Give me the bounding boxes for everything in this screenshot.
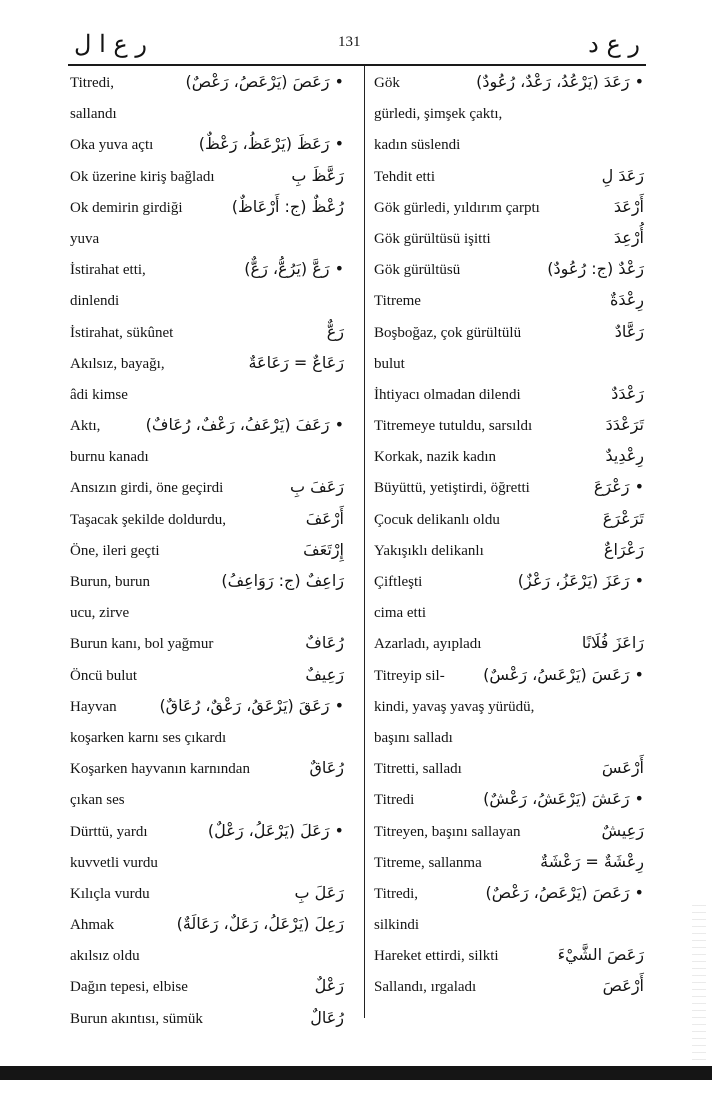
turkish-meaning: Dürttü, yardı <box>70 823 148 840</box>
dictionary-entry <box>374 910 646 941</box>
header-rule <box>68 64 646 66</box>
turkish-meaning: Dağın tepesi, elbise <box>70 979 188 996</box>
turkish-meaning: kindi, yavaş yavaş yürüdü, <box>374 698 535 715</box>
scan-bottom-band <box>0 1066 712 1080</box>
dictionary-entry <box>70 754 346 785</box>
dictionary-entry <box>374 162 646 193</box>
dictionary-entry <box>70 785 346 816</box>
arabic-headword: • رَعَّ (يَرُعُّ، رَعٌّ) <box>244 259 344 279</box>
dictionary-entry <box>70 692 346 723</box>
turkish-meaning: Titreme, sallanma <box>374 854 482 871</box>
turkish-meaning: akılsız oldu <box>70 948 140 965</box>
dictionary-entry <box>374 972 646 1003</box>
turkish-meaning: Gök gürültüsü işitti <box>374 230 491 247</box>
turkish-meaning: Burun akıntısı, sümük <box>70 1010 203 1027</box>
turkish-meaning: Akılsız, bayağı, <box>70 355 165 372</box>
turkish-meaning: Titreme <box>374 293 421 310</box>
arabic-headword: رَعَّظَ بِ <box>291 165 344 185</box>
turkish-meaning: Titredi, <box>70 75 115 91</box>
turkish-meaning: Titremeye tutuldu, sarsıldı <box>374 418 533 435</box>
dictionary-entry <box>70 255 346 286</box>
turkish-meaning: Gök <box>374 75 400 91</box>
arabic-headword: أَرْعَفَ <box>305 508 344 528</box>
arabic-headword: • رَعَشَ (يَرْعَشُ، رَعْشٌ) <box>483 789 644 809</box>
dictionary-entry <box>70 567 346 598</box>
turkish-meaning: ucu, zirve <box>70 605 130 622</box>
turkish-meaning: kuvvetli vurdu <box>70 854 158 871</box>
dictionary-entry <box>70 505 346 536</box>
dictionary-entry <box>374 567 646 598</box>
dictionary-entry <box>70 817 346 848</box>
turkish-meaning: sallandı <box>70 106 117 123</box>
turkish-meaning: Titreyen, başını sallayan <box>374 823 521 840</box>
arabic-headword: رَعٌّ <box>326 321 344 341</box>
dictionary-entry <box>70 99 346 130</box>
dictionary-entry <box>70 411 346 442</box>
arabic-headword: رَعَاعٌ = رَعَاعَةٌ <box>248 352 344 372</box>
dictionary-entry <box>70 723 346 754</box>
dictionary-entry <box>70 162 346 193</box>
dictionary-entry <box>374 661 646 692</box>
turkish-meaning: Taşacak şekilde doldurdu, <box>70 511 226 528</box>
page-header <box>0 24 712 64</box>
arabic-headword: رَعَدَ لِ <box>601 165 644 185</box>
dictionary-entry <box>374 411 646 442</box>
turkish-meaning: Öne, ileri geçti <box>70 542 160 559</box>
turkish-meaning: başını salladı <box>374 729 453 746</box>
arabic-headword: أَرْعَسَ <box>601 758 644 778</box>
turkish-meaning: Titretti, salladı <box>374 761 462 778</box>
turkish-meaning: Gök gürledi, yıldırım çarptı <box>374 199 540 216</box>
dictionary-entry <box>374 629 646 660</box>
dictionary-entry <box>374 754 646 785</box>
arabic-headword: رِعْدِيدٌ <box>605 446 644 466</box>
turkish-meaning: burnu kanadı <box>70 449 149 466</box>
dictionary-entry <box>374 598 646 629</box>
scan-noise <box>692 900 706 1060</box>
turkish-meaning: Burun kanı, bol yağmur <box>70 636 214 653</box>
dictionary-entry <box>70 318 346 349</box>
arabic-headword: أُرْعِدَ <box>613 227 644 247</box>
dictionary-entry <box>374 380 646 411</box>
dictionary-entry <box>70 193 346 224</box>
dictionary-entry <box>70 910 346 941</box>
turkish-meaning: Hayvan <box>70 698 117 715</box>
arabic-headword: تَرَعْرَعَ <box>602 508 644 528</box>
turkish-meaning: Ok demirin girdiği <box>70 199 183 216</box>
arabic-headword: • رَعَلَ (يَرْعَلُ، رَعْلٌ) <box>207 820 344 840</box>
header-right-letters: ر ع د <box>588 30 640 58</box>
dictionary-entry <box>70 848 346 879</box>
arabic-headword: رِعْشَةٌ = رَعْشَةٌ <box>540 851 644 871</box>
arabic-headword: • رَعَصَ (يَرْعَصُ، رَعْصٌ) <box>485 882 644 902</box>
dictionary-entry <box>374 785 646 816</box>
dictionary-entry <box>70 473 346 504</box>
arabic-headword: رَاعِفٌ (ج: رَوَاعِفُ) <box>221 571 344 590</box>
turkish-meaning: Ansızın girdi, öne geçirdi <box>70 480 224 497</box>
arabic-headword: رَعِلَ (يَرْعَلُ، رَعَلٌ، رَعَالَةٌ) <box>176 914 344 934</box>
turkish-meaning: Koşarken hayvanın karnından <box>70 761 250 778</box>
turkish-meaning: Çiftleşti <box>374 574 423 590</box>
turkish-meaning: Sallandı, ırgaladı <box>374 979 477 996</box>
turkish-meaning: silkindi <box>374 917 420 934</box>
arabic-headword: رُعَاقٌ <box>309 758 344 778</box>
turkish-meaning: Hareket ettirdi, silkti <box>374 948 499 965</box>
turkish-meaning: koşarken karnı ses çıkardı <box>70 729 227 746</box>
arabic-headword: رِعْدَةٌ <box>609 290 644 310</box>
arabic-headword: تَرَعْدَدَ <box>605 415 644 435</box>
dictionary-entry <box>70 68 346 99</box>
dictionary-entry <box>374 817 646 848</box>
dictionary-entry <box>70 536 346 567</box>
dictionary-entry <box>70 130 346 161</box>
turkish-meaning: Kılıçla vurdu <box>70 885 150 902</box>
turkish-meaning: İhtiyacı olmadan dilendi <box>374 386 521 403</box>
arabic-headword: رَعَصَ الشَّيْءَ <box>557 945 644 965</box>
turkish-meaning: Oka yuva açtı <box>70 137 154 154</box>
arabic-headword: رَعْدَدٌ <box>611 383 644 403</box>
dictionary-entry <box>70 941 346 972</box>
turkish-meaning: âdi kimse <box>70 386 128 403</box>
arabic-headword: • رَعَظَ (يَرْعَظُ، رَعْظٌ) <box>198 134 344 154</box>
dictionary-entry <box>70 380 346 411</box>
dictionary-entry <box>70 224 346 255</box>
header-left-letters: ر ع ا ل <box>74 30 147 58</box>
arabic-headword: رَعَلَ بِ <box>294 882 344 902</box>
turkish-meaning: İstirahat etti, <box>70 262 146 279</box>
turkish-meaning: Titreyip sil- <box>374 667 445 684</box>
dictionary-entry <box>374 536 646 567</box>
arabic-headword: • رَعَقَ (يَرْعَقُ، رَعْقٌ، رُعَاقٌ) <box>159 695 344 715</box>
dictionary-entry <box>374 68 646 99</box>
dictionary-entry <box>374 193 646 224</box>
arabic-headword: أَرْعَصَ <box>602 976 644 996</box>
turkish-meaning: bulut <box>374 355 405 372</box>
dictionary-entry <box>374 723 646 754</box>
arabic-headword: • رَعْرَعَ <box>593 477 644 497</box>
turkish-meaning: çıkan ses <box>70 792 125 809</box>
turkish-meaning: Çocuk delikanlı oldu <box>374 511 500 528</box>
arabic-headword: • رَعَسَ (يَرْعَسُ، رَعْسٌ) <box>483 664 644 684</box>
turkish-meaning: Büyüttü, yetiştirdi, öğretti <box>374 480 530 497</box>
dictionary-entry <box>374 99 646 130</box>
dictionary-entry <box>70 629 346 660</box>
dictionary-entry <box>374 848 646 879</box>
arabic-headword: رَعْلٌ <box>314 976 344 996</box>
arabic-headword: رُعَالٌ <box>310 1007 344 1027</box>
dictionary-entry <box>374 255 646 286</box>
turkish-meaning: Azarladı, ayıpladı <box>374 636 482 653</box>
left-column <box>70 68 346 1035</box>
dictionary-entry <box>70 972 346 1003</box>
arabic-headword: رَعْدٌ (ج: رُعُودٌ) <box>547 259 644 279</box>
turkish-meaning: Aktı, <box>70 418 101 435</box>
dictionary-entry <box>374 473 646 504</box>
dictionary-entry <box>374 505 646 536</box>
dictionary-entry <box>70 598 346 629</box>
column-divider <box>364 66 365 1018</box>
dictionary-entry <box>70 286 346 317</box>
turkish-meaning: Gök gürültüsü <box>374 262 461 279</box>
arabic-headword: رُعْظٌ (ج: أَرْعَاظٌ) <box>231 196 344 216</box>
arabic-headword: • رَعَزَ (يَرْعَزُ، رَعْزٌ) <box>517 571 644 590</box>
dictionary-entry <box>374 692 646 723</box>
dictionary-entry <box>70 1004 346 1035</box>
dictionary-entry <box>70 442 346 473</box>
arabic-headword: رَعِيفٌ <box>305 664 344 684</box>
turkish-meaning: Boşboğaz, çok gürültülü <box>374 324 522 341</box>
turkish-meaning: Titredi <box>374 792 415 809</box>
turkish-meaning: Ok üzerine kiriş bağladı <box>70 168 215 185</box>
dictionary-entry <box>374 879 646 910</box>
turkish-meaning: Korkak, nazik kadın <box>374 449 497 466</box>
arabic-headword: رَعَّادٌ <box>614 321 644 341</box>
turkish-meaning: gürledi, şimşek çaktı, <box>374 106 503 123</box>
dictionary-entry <box>70 879 346 910</box>
page-number: 131 <box>338 34 361 50</box>
arabic-headword: إِرْتَعَفَ <box>303 539 344 559</box>
turkish-meaning: Tehdit etti <box>374 168 436 185</box>
turkish-meaning: Yakışıklı delikanlı <box>374 542 484 559</box>
turkish-meaning: cima etti <box>374 605 427 622</box>
dictionary-entry <box>70 349 346 380</box>
arabic-headword: رُعَافٌ <box>305 633 344 653</box>
arabic-headword: رَعِيشٌ <box>601 820 644 840</box>
turkish-meaning: yuva <box>70 230 100 247</box>
arabic-headword: • رَعَصَ (يَرْعَصُ، رَعْصٌ) <box>185 72 344 91</box>
turkish-meaning: Titredi, <box>374 885 419 902</box>
dictionary-entry <box>374 130 646 161</box>
right-column <box>374 68 646 1004</box>
dictionary-entry <box>374 941 646 972</box>
turkish-meaning: dinlendi <box>70 293 120 310</box>
turkish-meaning: Öncü bulut <box>70 667 138 684</box>
turkish-meaning: Ahmak <box>70 917 115 934</box>
dictionary-entry <box>374 318 646 349</box>
arabic-headword: • رَعَفَ (يَرْعَفُ، رَعْفٌ، رُعَافٌ) <box>145 415 344 435</box>
turkish-meaning: Burun, burun <box>70 574 150 590</box>
arabic-headword: • رَعَدَ (يَرْعُدُ، رَعْدٌ، رُعُودٌ) <box>476 72 644 91</box>
arabic-headword: رَعْرَاعٌ <box>603 539 644 559</box>
dictionary-entry <box>374 442 646 473</box>
turkish-meaning: kadın süslendi <box>374 137 461 154</box>
arabic-headword: أَرْعَدَ <box>613 196 644 216</box>
dictionary-entry <box>374 224 646 255</box>
dictionary-entry <box>70 661 346 692</box>
arabic-headword: رَاعَزَ فُلَانًا <box>581 633 644 653</box>
dictionary-entry <box>374 286 646 317</box>
turkish-meaning: İstirahat, sükûnet <box>70 324 174 341</box>
dictionary-entry <box>374 349 646 380</box>
arabic-headword: رَعَفَ بِ <box>290 477 344 497</box>
